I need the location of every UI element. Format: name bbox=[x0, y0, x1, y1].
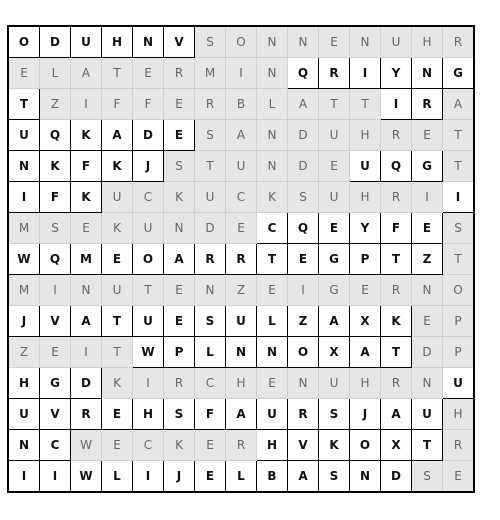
letter-cell[interactable]: A bbox=[164, 244, 195, 275]
letter-cell[interactable]: U bbox=[133, 306, 164, 337]
letter-cell[interactable]: R bbox=[164, 368, 195, 399]
letter-cell[interactable]: Q bbox=[381, 151, 412, 182]
letter-cell[interactable]: N bbox=[133, 26, 164, 58]
letter-cell[interactable]: F bbox=[71, 151, 102, 182]
letter-cell[interactable]: E bbox=[195, 430, 226, 461]
letter-cell[interactable]: R bbox=[412, 89, 443, 120]
letter-cell[interactable]: A bbox=[443, 89, 475, 120]
letter-cell[interactable]: G bbox=[443, 58, 475, 89]
letter-cell[interactable]: E bbox=[288, 244, 319, 275]
letter-cell[interactable]: F bbox=[133, 89, 164, 120]
letter-cell[interactable]: R bbox=[381, 368, 412, 399]
grid-row bbox=[8, 337, 474, 368]
letter-cell[interactable]: H bbox=[350, 182, 381, 213]
letter-cell[interactable]: H bbox=[443, 399, 475, 430]
letter-cell[interactable]: K bbox=[102, 151, 133, 182]
letter-cell[interactable]: Y bbox=[350, 213, 381, 244]
letter-cell[interactable]: U bbox=[319, 182, 350, 213]
letter-cell[interactable]: A bbox=[71, 58, 102, 89]
letter-cell[interactable]: W bbox=[8, 244, 40, 275]
letter-cell[interactable]: R bbox=[381, 275, 412, 306]
letter-cell[interactable]: D bbox=[71, 368, 102, 399]
letter-cell[interactable]: G bbox=[319, 275, 350, 306]
letter-cell[interactable]: I bbox=[133, 368, 164, 399]
letter-cell[interactable]: S bbox=[443, 213, 475, 244]
letter-cell[interactable]: F bbox=[40, 182, 71, 213]
letter-cell[interactable]: C bbox=[133, 430, 164, 461]
letter-cell[interactable]: V bbox=[40, 399, 71, 430]
letter-cell[interactable]: E bbox=[133, 58, 164, 89]
letter-cell[interactable]: M bbox=[71, 244, 102, 275]
letter-cell[interactable]: I bbox=[40, 461, 71, 493]
letter-cell[interactable]: A bbox=[350, 337, 381, 368]
letter-cell[interactable]: E bbox=[257, 275, 288, 306]
letter-cell[interactable]: Y bbox=[381, 58, 412, 89]
letter-cell[interactable]: U bbox=[412, 399, 443, 430]
letter-cell[interactable]: K bbox=[102, 368, 133, 399]
letter-cell[interactable]: J bbox=[350, 399, 381, 430]
letter-cell[interactable]: D bbox=[381, 461, 412, 493]
letter-cell[interactable]: N bbox=[257, 120, 288, 151]
letter-cell[interactable]: D bbox=[288, 151, 319, 182]
letter-cell[interactable]: B bbox=[257, 461, 288, 493]
letter-cell[interactable]: I bbox=[8, 461, 40, 493]
letter-cell[interactable]: D bbox=[40, 26, 71, 58]
letter-cell[interactable]: S bbox=[40, 213, 71, 244]
letter-cell[interactable]: I bbox=[226, 58, 257, 89]
letter-cell[interactable]: G bbox=[319, 244, 350, 275]
grid-row bbox=[8, 275, 474, 306]
letter-cell[interactable]: U bbox=[8, 120, 40, 151]
letter-cell[interactable]: E bbox=[319, 26, 350, 58]
letter-cell[interactable]: T bbox=[257, 244, 288, 275]
letter-cell[interactable]: L bbox=[102, 461, 133, 493]
letter-cell[interactable]: Z bbox=[8, 337, 40, 368]
letter-cell[interactable]: H bbox=[102, 26, 133, 58]
letter-cell[interactable]: E bbox=[412, 120, 443, 151]
letter-cell[interactable]: F bbox=[102, 89, 133, 120]
word-search-grid bbox=[7, 25, 475, 493]
letter-cell[interactable]: N bbox=[8, 430, 40, 461]
letter-cell[interactable]: R bbox=[443, 430, 475, 461]
letter-cell[interactable]: N bbox=[257, 58, 288, 89]
grid-row bbox=[8, 368, 474, 399]
letter-cell[interactable]: U bbox=[102, 275, 133, 306]
letter-cell[interactable]: S bbox=[164, 151, 195, 182]
letter-cell[interactable]: R bbox=[226, 430, 257, 461]
letter-cell[interactable]: T bbox=[8, 89, 40, 120]
letter-cell[interactable]: T bbox=[195, 151, 226, 182]
letter-cell[interactable]: E bbox=[164, 306, 195, 337]
letter-cell[interactable]: J bbox=[133, 151, 164, 182]
letter-cell[interactable]: B bbox=[226, 89, 257, 120]
letter-cell[interactable]: J bbox=[164, 461, 195, 493]
letter-cell[interactable]: U bbox=[8, 399, 40, 430]
letter-cell[interactable]: I bbox=[443, 182, 475, 213]
letter-cell[interactable]: T bbox=[412, 430, 443, 461]
grid-row bbox=[8, 213, 474, 244]
letter-cell[interactable]: P bbox=[350, 244, 381, 275]
grid-row bbox=[8, 399, 474, 430]
letter-cell[interactable]: K bbox=[40, 151, 71, 182]
letter-cell[interactable]: S bbox=[412, 461, 443, 493]
letter-cell[interactable]: A bbox=[381, 399, 412, 430]
letter-cell[interactable]: E bbox=[71, 213, 102, 244]
letter-cell[interactable]: S bbox=[288, 182, 319, 213]
letter-cell[interactable]: I bbox=[288, 275, 319, 306]
grid-row bbox=[8, 306, 474, 337]
letter-cell[interactable]: S bbox=[319, 399, 350, 430]
letter-cell[interactable]: K bbox=[71, 120, 102, 151]
letter-cell[interactable]: R bbox=[226, 244, 257, 275]
letter-cell[interactable]: S bbox=[164, 399, 195, 430]
letter-cell[interactable]: H bbox=[8, 368, 40, 399]
grid-row bbox=[8, 244, 474, 275]
letter-cell[interactable]: U bbox=[226, 306, 257, 337]
letter-cell[interactable]: E bbox=[319, 151, 350, 182]
letter-cell[interactable]: D bbox=[133, 120, 164, 151]
letter-cell[interactable]: R bbox=[164, 58, 195, 89]
letter-cell[interactable]: R bbox=[381, 120, 412, 151]
letter-cell[interactable]: N bbox=[412, 368, 443, 399]
letter-cell[interactable]: C bbox=[195, 368, 226, 399]
letter-cell[interactable]: C bbox=[133, 182, 164, 213]
letter-cell[interactable]: A bbox=[226, 399, 257, 430]
letter-cell[interactable]: E bbox=[164, 275, 195, 306]
letter-cell[interactable]: W bbox=[133, 337, 164, 368]
letter-cell[interactable]: E bbox=[8, 58, 40, 89]
letter-cell[interactable]: N bbox=[8, 151, 40, 182]
letter-cell[interactable]: E bbox=[102, 399, 133, 430]
letter-cell[interactable]: U bbox=[350, 151, 381, 182]
letter-cell[interactable]: R bbox=[443, 26, 475, 58]
letter-cell[interactable]: E bbox=[257, 368, 288, 399]
letter-cell[interactable]: I bbox=[71, 89, 102, 120]
letter-cell[interactable]: F bbox=[381, 213, 412, 244]
letter-cell[interactable]: E bbox=[102, 244, 133, 275]
letter-cell[interactable]: M bbox=[8, 213, 40, 244]
letter-cell[interactable]: Q bbox=[40, 120, 71, 151]
letter-cell[interactable]: G bbox=[40, 368, 71, 399]
letter-cell[interactable]: K bbox=[102, 213, 133, 244]
letter-cell[interactable]: N bbox=[288, 368, 319, 399]
letter-cell[interactable]: T bbox=[102, 337, 133, 368]
letter-cell[interactable]: A bbox=[319, 306, 350, 337]
letter-cell[interactable]: U bbox=[319, 120, 350, 151]
letter-cell[interactable]: O bbox=[133, 244, 164, 275]
letter-cell[interactable]: C bbox=[40, 430, 71, 461]
letter-cell[interactable]: H bbox=[226, 368, 257, 399]
letter-cell[interactable]: U bbox=[443, 368, 475, 399]
letter-cell[interactable]: W bbox=[71, 430, 102, 461]
letter-cell[interactable]: N bbox=[71, 275, 102, 306]
letter-cell[interactable]: T bbox=[443, 151, 475, 182]
letter-cell[interactable]: H bbox=[350, 120, 381, 151]
letter-cell[interactable]: H bbox=[257, 430, 288, 461]
letter-cell[interactable]: E bbox=[164, 120, 195, 151]
letter-cell[interactable]: K bbox=[164, 182, 195, 213]
letter-cell[interactable]: R bbox=[381, 182, 412, 213]
letter-cell[interactable]: O bbox=[350, 430, 381, 461]
letter-cell[interactable]: S bbox=[195, 120, 226, 151]
letter-cell[interactable]: N bbox=[350, 26, 381, 58]
letter-cell[interactable]: Z bbox=[226, 275, 257, 306]
letter-cell[interactable]: I bbox=[40, 275, 71, 306]
letter-cell[interactable]: O bbox=[226, 26, 257, 58]
letter-cell[interactable]: K bbox=[257, 182, 288, 213]
letter-cell[interactable]: E bbox=[226, 213, 257, 244]
letter-cell[interactable]: L bbox=[257, 306, 288, 337]
letter-cell[interactable]: T bbox=[102, 306, 133, 337]
letter-cell[interactable]: X bbox=[350, 306, 381, 337]
letter-cell[interactable]: I bbox=[8, 182, 40, 213]
letter-cell[interactable]: E bbox=[102, 430, 133, 461]
letter-cell[interactable]: Z bbox=[40, 89, 71, 120]
letter-cell[interactable]: L bbox=[40, 58, 71, 89]
letter-cell[interactable]: H bbox=[350, 368, 381, 399]
letter-cell[interactable]: D bbox=[195, 213, 226, 244]
letter-cell[interactable]: T bbox=[133, 275, 164, 306]
grid-row bbox=[8, 461, 474, 493]
letter-cell[interactable]: A bbox=[226, 120, 257, 151]
letter-cell[interactable]: O bbox=[443, 275, 475, 306]
letter-cell[interactable]: X bbox=[319, 337, 350, 368]
letter-cell[interactable]: E bbox=[412, 306, 443, 337]
letter-cell[interactable]: A bbox=[288, 89, 319, 120]
grid-row bbox=[8, 58, 474, 89]
letter-cell[interactable]: E bbox=[40, 337, 71, 368]
letter-cell[interactable]: N bbox=[257, 337, 288, 368]
letter-cell[interactable]: V bbox=[164, 26, 195, 58]
letter-cell[interactable]: A bbox=[71, 306, 102, 337]
letter-cell[interactable]: Z bbox=[288, 306, 319, 337]
letter-cell[interactable]: Q bbox=[40, 244, 71, 275]
grid-row bbox=[8, 26, 474, 58]
letter-cell[interactable]: T bbox=[102, 58, 133, 89]
letter-cell[interactable]: H bbox=[133, 399, 164, 430]
letter-cell[interactable]: P bbox=[443, 337, 475, 368]
letter-cell[interactable]: O bbox=[8, 26, 40, 58]
letter-cell[interactable]: R bbox=[195, 89, 226, 120]
letter-cell[interactable]: U bbox=[195, 182, 226, 213]
letter-cell[interactable]: U bbox=[381, 26, 412, 58]
letter-cell[interactable]: H bbox=[412, 26, 443, 58]
letter-cell[interactable]: T bbox=[443, 120, 475, 151]
letter-cell[interactable]: M bbox=[8, 275, 40, 306]
grid-row bbox=[8, 182, 474, 213]
letter-cell[interactable]: K bbox=[164, 430, 195, 461]
grid-row bbox=[8, 89, 474, 120]
letter-cell[interactable]: R bbox=[195, 244, 226, 275]
letter-cell[interactable]: A bbox=[288, 461, 319, 493]
grid-row bbox=[8, 120, 474, 151]
letter-cell[interactable]: I bbox=[71, 337, 102, 368]
letter-cell[interactable]: T bbox=[443, 244, 475, 275]
letter-cell[interactable]: S bbox=[195, 306, 226, 337]
letter-cell[interactable]: E bbox=[412, 213, 443, 244]
letter-cell[interactable]: F bbox=[195, 399, 226, 430]
letter-cell[interactable]: A bbox=[102, 120, 133, 151]
letter-cell[interactable]: C bbox=[226, 182, 257, 213]
letter-cell[interactable]: E bbox=[319, 213, 350, 244]
letter-cell[interactable]: R bbox=[71, 399, 102, 430]
letter-cell[interactable]: R bbox=[319, 58, 350, 89]
letter-cell[interactable]: D bbox=[412, 337, 443, 368]
letter-cell[interactable]: X bbox=[381, 430, 412, 461]
letter-cell[interactable]: N bbox=[164, 213, 195, 244]
letter-cell[interactable]: P bbox=[164, 337, 195, 368]
letter-cell[interactable]: N bbox=[226, 337, 257, 368]
letter-cell[interactable]: L bbox=[226, 461, 257, 493]
letter-cell[interactable]: T bbox=[319, 89, 350, 120]
letter-cell[interactable]: T bbox=[381, 244, 412, 275]
letter-cell[interactable]: U bbox=[133, 213, 164, 244]
grid-row bbox=[8, 151, 474, 182]
letter-cell[interactable]: L bbox=[257, 89, 288, 120]
letter-cell[interactable]: R bbox=[288, 399, 319, 430]
letter-cell[interactable]: Q bbox=[288, 213, 319, 244]
letter-cell[interactable]: I bbox=[133, 461, 164, 493]
letter-cell[interactable]: S bbox=[319, 461, 350, 493]
letter-cell[interactable]: I bbox=[412, 182, 443, 213]
letter-cell[interactable]: I bbox=[381, 89, 412, 120]
letter-cell[interactable]: G bbox=[412, 151, 443, 182]
letter-cell[interactable]: N bbox=[412, 58, 443, 89]
letter-cell[interactable]: N bbox=[412, 275, 443, 306]
letter-cell[interactable]: C bbox=[257, 213, 288, 244]
letter-cell[interactable]: N bbox=[257, 26, 288, 58]
letter-cell[interactable]: D bbox=[288, 120, 319, 151]
letter-cell[interactable]: I bbox=[350, 58, 381, 89]
letter-cell[interactable]: M bbox=[195, 58, 226, 89]
letter-cell[interactable]: U bbox=[226, 151, 257, 182]
letter-cell[interactable]: S bbox=[195, 26, 226, 58]
letter-cell[interactable]: T bbox=[381, 337, 412, 368]
letter-cell[interactable]: V bbox=[40, 306, 71, 337]
letter-cell[interactable]: V bbox=[288, 430, 319, 461]
letter-cell[interactable]: O bbox=[288, 337, 319, 368]
letter-cell[interactable]: P bbox=[443, 306, 475, 337]
letter-cell[interactable]: J bbox=[8, 306, 40, 337]
letter-cell[interactable]: U bbox=[102, 182, 133, 213]
letter-cell[interactable]: L bbox=[195, 337, 226, 368]
letter-cell[interactable]: U bbox=[257, 399, 288, 430]
letter-cell[interactable]: E bbox=[164, 89, 195, 120]
letter-cell[interactable]: W bbox=[71, 461, 102, 493]
letter-cell[interactable]: N bbox=[288, 26, 319, 58]
letter-cell[interactable]: N bbox=[257, 151, 288, 182]
letter-cell[interactable]: Z bbox=[412, 244, 443, 275]
letter-cell[interactable]: E bbox=[195, 461, 226, 493]
letter-cell[interactable]: K bbox=[71, 182, 102, 213]
letter-cell[interactable]: Q bbox=[288, 58, 319, 89]
letter-cell[interactable]: E bbox=[350, 275, 381, 306]
letter-cell[interactable]: K bbox=[381, 306, 412, 337]
letter-cell[interactable]: N bbox=[350, 461, 381, 493]
letter-cell[interactable]: K bbox=[319, 430, 350, 461]
letter-cell[interactable]: E bbox=[443, 461, 475, 493]
letter-cell[interactable]: U bbox=[71, 26, 102, 58]
grid-row bbox=[8, 430, 474, 461]
letter-cell[interactable]: T bbox=[350, 89, 381, 120]
letter-cell[interactable]: U bbox=[319, 368, 350, 399]
letter-cell[interactable]: N bbox=[195, 275, 226, 306]
